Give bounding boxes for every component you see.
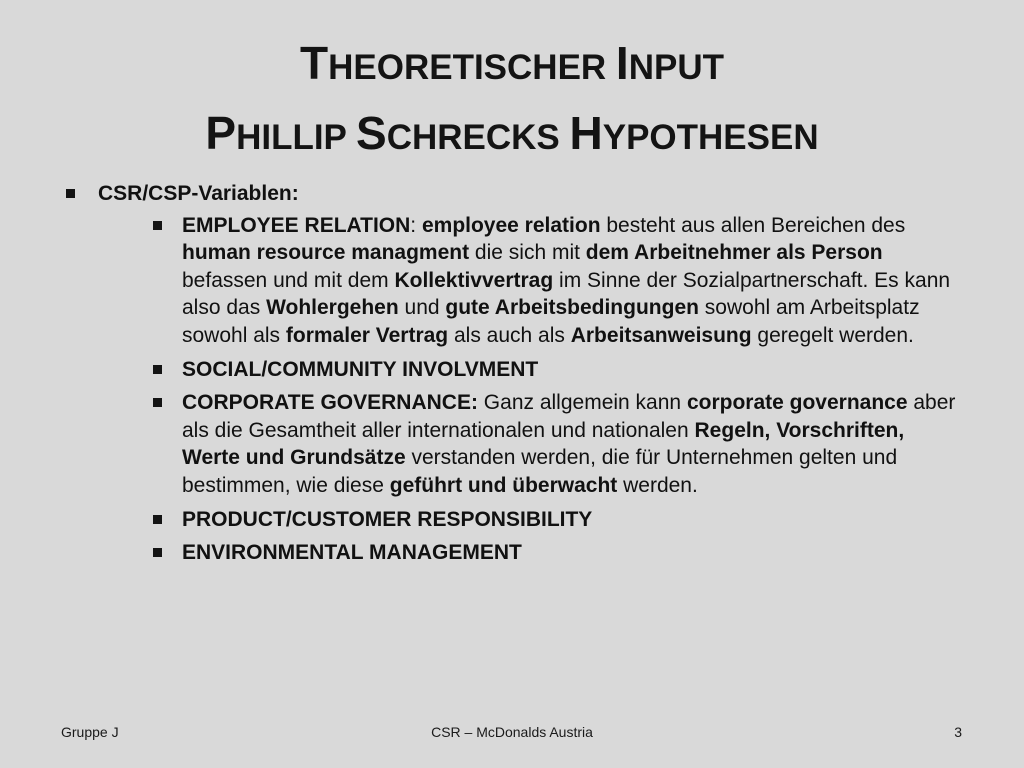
bold-text-segment: Regeln, Vorschriften, Werte und Grundsätze — [182, 418, 905, 470]
text-segment: befassen und mit dem — [182, 268, 395, 292]
title-text-segment: I — [615, 37, 629, 89]
square-bullet-icon — [153, 365, 162, 374]
title-line-2 — [0, 104, 1024, 174]
text-segment: sowohl am Arbeitsplatz sowohl als — [182, 296, 920, 347]
square-bullet-icon — [153, 398, 162, 407]
bold-text-segment: ENVIRONMENTAL MANAGEMENT — [182, 541, 522, 565]
square-bullet-icon — [153, 515, 162, 524]
title-text-segment: P — [205, 107, 237, 159]
bold-text-segment: geführt und überwacht — [389, 473, 618, 497]
sub-bullet-item — [144, 389, 960, 499]
text-segment: und — [398, 296, 446, 320]
title-text-segment: S — [356, 107, 387, 159]
bold-text-segment: Wohlergehen — [266, 296, 399, 320]
sub-bullet-item — [144, 539, 960, 567]
text-segment: aber als die Gesamtheit aller internationalen und nationalen — [182, 391, 956, 442]
slide-content — [60, 180, 960, 573]
title-text-segment: CHRECKS — [386, 118, 570, 157]
text-segment: verstanden werden, die für Unternehmen gelten und bestimmen, wie diese — [182, 446, 898, 497]
bold-text-segment: Arbeitsanweisung — [570, 323, 752, 347]
title-line-1 — [0, 34, 1024, 104]
bold-text-segment: SOCIAL/COMMUNITY INVOLVMENT — [182, 357, 539, 381]
section-heading: CSR/CSP-Variablen: — [98, 182, 299, 205]
text-segment: im Sinne der Sozialpartnerschaft. Es kann also das — [182, 268, 951, 320]
bold-text-segment: human resource managment — [182, 241, 470, 265]
footer-title: CSR – McDonalds Austria — [431, 724, 593, 740]
square-bullet-icon — [153, 548, 162, 557]
title-text-segment: HILLIP — [236, 118, 356, 157]
text-segment: besteht aus allen Bereichen des — [600, 213, 906, 237]
text-segment: werden. — [617, 473, 698, 497]
bold-text-segment: dem Arbeitnehmer als Person — [585, 241, 883, 265]
bold-text-segment: EMPLOYEE RELATION — [182, 213, 411, 237]
text-segment: : — [410, 213, 422, 237]
page-number: 3 — [954, 724, 962, 740]
bold-text-segment: CORPORATE GOVERNANCE: — [182, 391, 478, 415]
sub-bullet-item — [144, 212, 960, 350]
text-segment: geregelt werden. — [751, 323, 914, 347]
square-bullet-icon — [153, 221, 162, 230]
title-text-segment: HEORETISCHER — [328, 48, 616, 87]
text-segment: als auch als — [448, 323, 571, 347]
bold-text-segment: formaler Vertrag — [285, 323, 449, 347]
square-bullet-icon — [66, 189, 75, 198]
title-text-segment: T — [300, 37, 329, 89]
title-text-segment: H — [569, 107, 603, 159]
sub-bullet-item — [144, 506, 960, 534]
sub-bullet-list — [144, 212, 960, 567]
title-text-segment: YPOTHESEN — [602, 118, 819, 157]
text-segment: Ganz allgemein kann — [477, 391, 687, 415]
level1-bullet-item — [60, 180, 960, 567]
title-text-segment: NPUT — [628, 48, 724, 87]
bold-text-segment: PRODUCT/CUSTOMER RESPONSIBILITY — [182, 507, 593, 531]
bold-text-segment: corporate governance — [686, 391, 908, 415]
bold-text-segment: gute Arbeitsbedingungen — [445, 296, 699, 320]
slide-title — [0, 34, 1024, 174]
text-segment: die sich mit — [469, 241, 586, 265]
footer-group: Gruppe J — [61, 724, 119, 740]
sub-bullet-item — [144, 356, 960, 384]
bold-text-segment: Kollektivvertrag — [394, 268, 554, 292]
bold-text-segment: employee relation — [421, 213, 601, 237]
